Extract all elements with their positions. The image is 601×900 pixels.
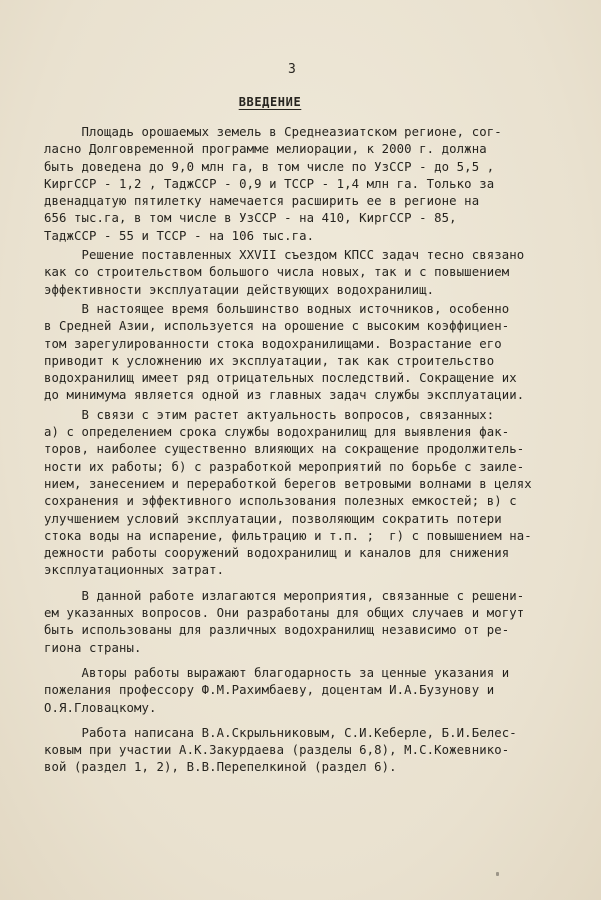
text-line: в Средней Азии, используется на орошение с высоким коэффициен- [44, 319, 510, 334]
document-body [44, 124, 574, 777]
text-line: улучшением условий эксплуатации, позволяющим сократить потери [44, 511, 502, 526]
text-line: Решение поставленных XXVII съездом КПСС задач тесно связано [44, 248, 525, 263]
text-line: ности их работы; б) с разработкой мероприятий по борьбе с заиле- [44, 459, 525, 474]
ink-mark [496, 872, 499, 876]
paragraph-measures [44, 588, 574, 657]
text-line: ласно Долговременной программе мелиорации, к 2000 г. должна [44, 142, 487, 157]
text-line: а) с определением срока службы водохранилищ для выявления фак- [44, 425, 510, 440]
text-line: двенадцатую пятилетку намечается расширить ее в регионе на [44, 194, 480, 209]
text-line: КиргССР - 1,2 , ТаджССР - 0,9 и ТССР - 1,4 млн га. Только за [44, 176, 495, 191]
text-line: эксплуатационных затрат. [44, 563, 225, 578]
text-line: 656 тыс.га, в том числе в УзССР - на 410, КиргССР - 85, [44, 211, 457, 226]
page-title: ВВЕДЕНИЕ [238, 95, 302, 109]
text-line: пожелания профессору Ф.М.Рахимбаеву, доцентам И.А.Бузунову и [44, 683, 495, 698]
text-line: как со строительством большого числа новых, так и с повышением [44, 265, 510, 280]
text-line: ТаджССР - 55 и ТССР - на 106 тыс.га. [44, 228, 315, 243]
page-number: 3 [288, 62, 296, 77]
text-line: Площадь орошаемых земель в Среднеазиатском регионе, сог- [44, 125, 502, 139]
text-line: Работа написана В.А.Скрыльниковым, С.И.Кеберле, Б.И.Белес- [44, 725, 517, 740]
text-line: В настоящее время большинство водных источников, особенно [44, 301, 510, 316]
paragraph-irrigated-area [44, 124, 574, 245]
text-line: до минимума является одной из главных задач службы эксплуатации. [44, 388, 525, 403]
text-line: быть использованы для различных водохранилищ независимо от ре- [44, 623, 510, 638]
paragraph-water-sources [44, 301, 574, 405]
paragraph-authors [44, 725, 574, 777]
text-line: быть доведена до 9,0 млн га, в том числе по УзССР - до 5,5 , [44, 159, 495, 174]
paragraph-relevant-questions [44, 407, 574, 580]
text-line: том зарегулированности стока водохранилищами. Возрастание его [44, 336, 502, 351]
text-line: вой (раздел 1, 2), В.В.Перепелкиной (раздел 6). [44, 760, 397, 775]
text-line: торов, наиболее существенно влияющих на сокращение продолжитель- [44, 442, 525, 457]
paragraph-acknowledgements [44, 665, 574, 717]
text-line: эффективности эксплуатации действующих водохранилищ. [44, 282, 435, 297]
text-line: гиона страны. [44, 640, 142, 655]
text-line: приводит к усложнению их эксплуатации, так как строительство [44, 353, 495, 368]
text-line: В данной работе излагаются мероприятия, связанные с решени- [44, 588, 525, 603]
text-line: нием, занесением и переработкой берегов ветровыми волнами в целях [44, 476, 532, 491]
text-line: ем указанных вопросов. Они разработаны для общих случаев и могут [44, 606, 525, 621]
text-line: водохранилищ имеет ряд отрицательных последствий. Сокращение их [44, 371, 517, 386]
text-line: Авторы работы выражают благодарность за ценные указания и [44, 665, 510, 680]
text-line: стока воды на испарение, фильтрацию и т.п. ; г) с повышением на- [44, 528, 532, 543]
text-line: сохранения и эффективного использования полезных емкостей; в) с [44, 494, 517, 509]
text-line: О.Я.Гловацкому. [44, 700, 157, 715]
text-line: В связи с этим растет актуальность вопросов, связанных: [44, 407, 495, 422]
text-line: ковым при участии А.К.Закурдаева (разделы 6,8), М.С.Кожевнико- [44, 743, 510, 758]
text-line: дежности работы сооружений водохранилищ и каналов для снижения [44, 546, 510, 561]
paragraph-congress-tasks [44, 247, 574, 299]
